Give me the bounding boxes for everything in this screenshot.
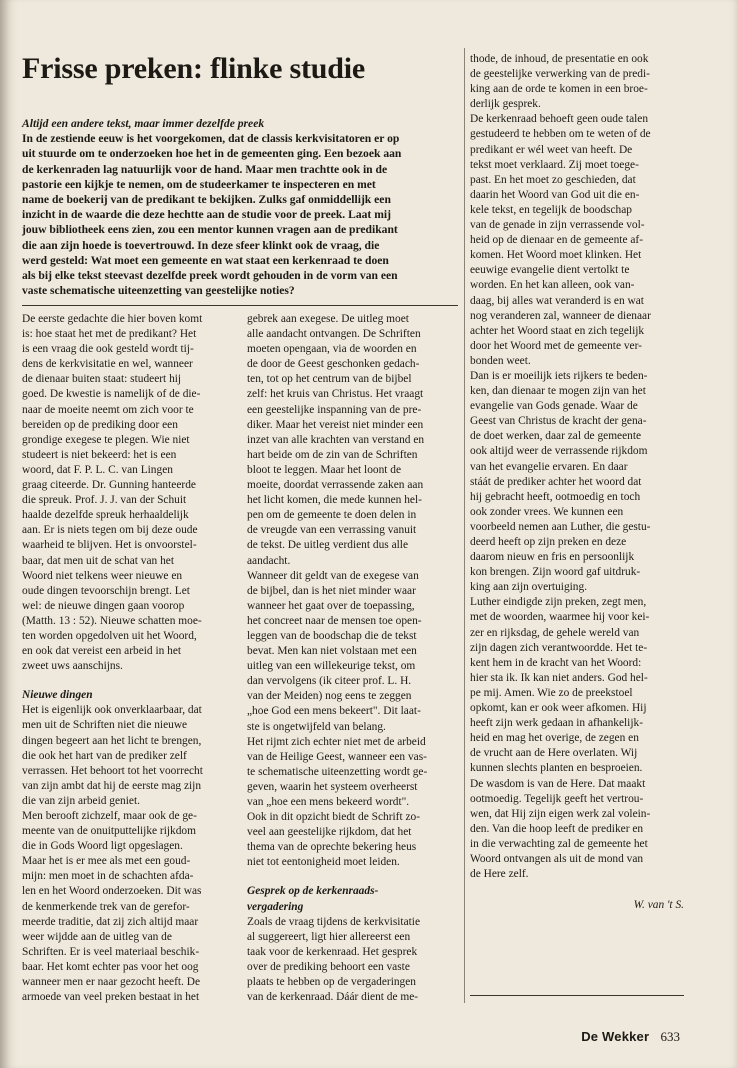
paragraph bbox=[470, 595, 692, 882]
text-line: niet tot eentonigheid moet leiden. bbox=[247, 856, 400, 869]
text-line: zelf: het kruis van Christus. Het vraagt bbox=[247, 388, 424, 401]
text-line: die aan zijn hoede is toevertrouwd. In deze sfeer klinkt ook de vraag, die bbox=[22, 238, 380, 252]
text-line: Woord ontvangen als uit de mond van bbox=[470, 852, 644, 865]
text-line: waarheid te blijven. Het is onvoorstel- bbox=[22, 539, 197, 552]
text-line: inzet van alle krachten van verstand en bbox=[247, 433, 425, 446]
text-line: nog veranderen zal, wanneer de dienaar bbox=[470, 309, 651, 322]
text-line: Zoals de vraag tijdens de kerkvisitatie bbox=[247, 915, 421, 928]
text-line: evangelie van Gods genade. Waar de bbox=[470, 400, 638, 413]
text-line: van der Meiden) nog eens te zeggen bbox=[247, 690, 412, 703]
text-line: van de genade in zijn verrassende vol- bbox=[470, 219, 645, 232]
text-line: de geestelijke verwerking van de predi- bbox=[470, 68, 650, 81]
text-line: een geestelijke inspanning van de pre- bbox=[247, 403, 422, 416]
text-line: gestudeerd te hebben om te weten of de bbox=[470, 128, 651, 141]
text-line: dingen begeert aan het licht te brengen, bbox=[22, 734, 202, 747]
text-line: de dienaar buiten staat: studeert hij bbox=[22, 373, 182, 386]
text-line: zweet uws aanschijns. bbox=[22, 660, 123, 673]
text-line: de door de Geest geschonken gedach- bbox=[247, 358, 420, 371]
text-line: al suggereert, ligt hier allereerst een bbox=[247, 930, 411, 943]
text-line: hij gebracht heeft, ootmoedig en toch bbox=[470, 490, 641, 503]
text-line: studeert is niet bekeerd: het is een bbox=[22, 448, 177, 461]
text-line: Gesprek op de kerkenraads- bbox=[247, 885, 379, 898]
text-line: vergadering bbox=[247, 900, 304, 913]
text-line: Maar het is er mee als met een goud- bbox=[22, 855, 191, 868]
text-line: hart beide om de zin van de Schriften bbox=[247, 448, 418, 461]
text-line: te schematische uiteenzetting wordt ge- bbox=[247, 765, 428, 778]
text-line: vaste schematische uiteenzetting van geestelijke noties? bbox=[22, 284, 295, 298]
article-title: Frisse preken: flinke studie bbox=[22, 52, 366, 85]
text-line: geven, waarin het systeem overheerst bbox=[247, 780, 418, 793]
text-line: moeite, doordat verrassende zaken aan bbox=[247, 479, 424, 492]
text-line: kunnen slechts planten en besproeien. bbox=[470, 762, 643, 775]
text-line: daag, bij alles wat veranderd is en wat bbox=[470, 294, 644, 307]
text-line: daarom nieuw en fris en persoonlijk bbox=[470, 551, 635, 564]
text-line: ten, tot op het centrum van de bijbel bbox=[247, 373, 412, 386]
text-line: uitleg van een willekeurige tekst, om bbox=[247, 660, 416, 673]
column-divider bbox=[464, 48, 465, 1003]
text-line: de kerkenraden lag natuurlijk voor de hand. Maar men trachtte ook in de bbox=[22, 162, 388, 176]
text-line: past. En het moet zo geschieden, dat bbox=[470, 173, 636, 186]
text-line: ten worden opgedolven uit het Woord, bbox=[22, 629, 197, 642]
text-line: Schriften. Er is veel materiaal beschik- bbox=[22, 945, 200, 958]
text-line: werd gesteld: Wat moet een gemeente en wat staat een kerkenraad te doen bbox=[22, 253, 389, 267]
text-line: wel: de nieuwe dingen gaan voorop bbox=[22, 599, 185, 612]
text-line: thema van de oprechte bekering heus bbox=[247, 841, 417, 854]
text-line: armoede van veel preken bestaat in het bbox=[22, 991, 200, 1004]
text-line: grondige exegese te plegen. Wie niet bbox=[22, 433, 190, 446]
text-line: Geest van Christus de kracht der gena- bbox=[470, 415, 647, 428]
text-line: pen om de gemeente te doen delen in bbox=[247, 509, 417, 522]
paragraph bbox=[22, 312, 238, 674]
text-line: aan. Er is niets tegen om bij deze oude bbox=[22, 524, 198, 537]
text-line: van de Heilige Geest, wanneer een vas- bbox=[247, 750, 427, 763]
text-line: Wanneer dit geldt van de exegese van bbox=[247, 569, 419, 582]
text-line: de bijbel, dan is het niet minder waar bbox=[247, 584, 416, 597]
text-line: en ook dat vereist een arbeid in het bbox=[22, 645, 182, 658]
text-line: ste is ongetwijfeld van belang. bbox=[247, 720, 386, 733]
text-line: weer wijdde aan de uitleg van de bbox=[22, 930, 172, 943]
text-line: king aan de orde te komen in een broe- bbox=[470, 83, 648, 96]
text-line: De kerkenraad behoeft geen oude talen bbox=[470, 113, 649, 126]
text-line: Het is eigenlijk ook onverklaarbaar, dat bbox=[22, 704, 202, 717]
text-line: Ook in dit opzicht biedt de Schrift zo- bbox=[247, 811, 421, 824]
text-line: baar. Het komt echter pas voor het oog bbox=[22, 960, 199, 973]
text-line: verrassen. Het behoort tot het voorrecht bbox=[22, 764, 203, 777]
text-line: als bij elke tekst steevast dezelfde preek wordt gehouden in de vorm van een bbox=[22, 269, 398, 283]
text-line: veel aan geestelijke rijkdom, dat het bbox=[247, 826, 412, 839]
text-line: In de zestiende eeuw is het voorgekomen, dat de classis kerkvisitatoren er op bbox=[22, 132, 400, 146]
text-line: alle aandacht ontvangen. De Schriften bbox=[247, 328, 421, 341]
text-line: meerde traditie, dat zij zich altijd maar bbox=[22, 915, 199, 928]
text-line: het licht komen, die mede kunnen hel- bbox=[247, 494, 422, 507]
text-line: de Here zelf. bbox=[470, 868, 529, 881]
text-line: graag citeerde. Dr. Gunning hanteerde bbox=[22, 479, 196, 492]
text-line: mijn: men moet in de schachten afda- bbox=[22, 870, 194, 883]
text-line: (Matth. 13 : 52). Nieuwe schatten moe- bbox=[22, 614, 202, 627]
section-heading-nieuwe-dingen: Nieuwe dingen bbox=[22, 689, 93, 702]
text-line: de vreugde van een verrassing vanuit bbox=[247, 524, 417, 537]
text-line: inzicht in de waarde die deze hechtte aan de studie voor de preek. Laat mij bbox=[22, 208, 391, 222]
text-line: meente van de onuitputtelijke rijkdom bbox=[22, 825, 196, 838]
text-line: die ook het hart van de prediker zelf bbox=[22, 749, 187, 762]
text-line: de tekst. De uitleg verdient dus alle bbox=[247, 539, 409, 552]
text-line: bonden weet. bbox=[470, 354, 531, 367]
text-line: kent hem in de kracht van het Woord: bbox=[470, 656, 642, 669]
text-line: derlijk gesprek. bbox=[470, 98, 541, 111]
paragraph bbox=[22, 809, 238, 1005]
text-line: heid en mag het overige, de zegen en bbox=[470, 732, 639, 745]
page-footer bbox=[581, 1029, 680, 1045]
text-line: stáát de prediker achter het woord dat bbox=[470, 475, 642, 488]
text-line: door het Woord met de gemeente ver- bbox=[470, 339, 642, 352]
paragraph bbox=[247, 569, 459, 735]
text-line: de doet werken, daar zal de gemeente bbox=[470, 430, 642, 443]
text-line: Woord niet telkens weer nieuwe en bbox=[22, 569, 183, 582]
column-3 bbox=[470, 52, 692, 913]
text-line: dan vervolgens (ik citeer prof. L. H. bbox=[247, 675, 412, 688]
column-2 bbox=[247, 312, 459, 1005]
text-line: diker. Maar het vereist niet minder een bbox=[247, 418, 424, 431]
article-subtitle: Altijd een andere tekst, maar immer dezelfde preek bbox=[22, 117, 265, 130]
text-line: goed. De kwestie is namelijk of de die- bbox=[22, 388, 201, 401]
text-line: voorbeeld nemen aan Luther, die gestu- bbox=[470, 520, 651, 533]
text-line: van de kerkenraad. Dáár dient de me- bbox=[247, 991, 419, 1004]
text-line: de vrucht aan de Here overlaten. Wij bbox=[470, 747, 638, 760]
text-line: komen. Het Woord moet klinken. Het bbox=[470, 249, 642, 262]
text-line: ook altijd weer de verrassende rijkdom bbox=[470, 445, 648, 458]
intro-divider bbox=[22, 305, 458, 306]
text-line: is een vraag die ook gesteld wordt tij- bbox=[22, 343, 194, 356]
text-line: heeft zijn werk gedaan in afhankelijk- bbox=[470, 717, 643, 730]
text-line: over de prediking behoort een vaste bbox=[247, 960, 410, 973]
section-heading-gesprek bbox=[247, 884, 459, 914]
page-number: 633 bbox=[660, 1029, 680, 1044]
text-line: oude dingen tevoorschijn brengt. Let bbox=[22, 584, 190, 597]
text-line: pe mij. Amen. Wie zo de preekstoel bbox=[470, 686, 633, 699]
paragraph bbox=[470, 112, 692, 369]
text-line: van het evangelie ervaren. En daar bbox=[470, 460, 628, 473]
text-line: len en het Woord onderzoeken. Dit was bbox=[22, 885, 202, 898]
text-line: bevat. Men kan niet volstaan met een bbox=[247, 645, 417, 658]
text-line: plaats te hebben op de vergaderingen bbox=[247, 976, 417, 989]
text-line: ken, dan dienaar te mogen zijn van het bbox=[470, 385, 646, 398]
text-line: zer en rijksdag, de gehele wereld van bbox=[470, 626, 640, 639]
text-line: moeten opengaan, via de woorden en bbox=[247, 343, 417, 356]
text-line: zijn dagen zich verantwoordde. Het te- bbox=[470, 641, 648, 654]
text-line: die van zijn arbeid geniet. bbox=[22, 794, 140, 807]
text-line: Luther eindigde zijn preken, zegt men, bbox=[470, 596, 647, 609]
column-1 bbox=[22, 312, 238, 1005]
paragraph bbox=[22, 703, 238, 809]
text-line: aandacht. bbox=[247, 554, 291, 567]
text-line: wen, dat Hij zijn eigen werk zal volein- bbox=[470, 807, 651, 820]
author-signature: W. van 't S. bbox=[633, 899, 684, 912]
text-line: leggen van de boodschap die de tekst bbox=[247, 629, 417, 642]
text-line: baar, dat men uit de schat van het bbox=[22, 554, 174, 567]
text-line: De eerste gedachte die hier boven komt bbox=[22, 313, 203, 325]
paragraph bbox=[247, 735, 459, 871]
text-line: in die verwachting zal de gemeente het bbox=[470, 837, 648, 850]
text-line: is: hoe staat het met de predikant? Het bbox=[22, 328, 197, 341]
text-line: bloot te leggen. Maar het loont de bbox=[247, 463, 402, 476]
text-line: achter het Woord staat en zich tegelijk bbox=[470, 324, 645, 337]
text-line: „hoe God een mens bekeert". Dit laat- bbox=[247, 705, 421, 718]
text-line: men uit de Schriften niet die nieuwe bbox=[22, 719, 188, 732]
text-line: van „hoe een mens bekeerd wordt". bbox=[247, 796, 410, 808]
text-line: eeuwige evangelie dient vertolkt te bbox=[470, 264, 630, 277]
text-line: de kenmerkende trek van de gerefor- bbox=[22, 900, 190, 913]
text-line: daarin het Woord van God uit die en- bbox=[470, 188, 640, 201]
text-line: deerd heeft op zijn preken en deze bbox=[470, 536, 627, 548]
text-line: naar de moeite neemt om zich voor te bbox=[22, 403, 194, 416]
text-line: hier sta ik. Ik kan niet anders. God hel- bbox=[470, 671, 648, 684]
text-line: van zijn ambt dat hij de eerste mag zijn bbox=[22, 779, 202, 792]
intro-paragraph bbox=[22, 131, 452, 298]
text-line: Men berooft zichzelf, maar ook de ge- bbox=[22, 810, 197, 822]
text-line: woord, dat F. P. L. C. van Lingen bbox=[22, 463, 173, 476]
text-line: heid op de dienaar en de gemeente af- bbox=[470, 234, 643, 247]
text-line: kon brengen. Zijn woord gaf uitdruk- bbox=[470, 566, 641, 579]
text-line: pastorie een kijkje te nemen, om de studeerkamer te inspecteren en met bbox=[22, 177, 376, 191]
text-line: jouw bibliotheek eens zien, zou een mentor kunnen vragen aan de predikant bbox=[22, 223, 398, 237]
text-line: worden. En het kan alleen, ook van- bbox=[470, 279, 635, 292]
text-line: Dan is er moeilijk iets rijkers te beden- bbox=[470, 369, 648, 382]
text-line: De wasdom is van de Here. Dat maakt bbox=[470, 777, 646, 790]
text-line: name de boekerij van de predikant te bekijken. Zulks gaf onmiddellijk een bbox=[22, 193, 391, 207]
magazine-name: De Wekker bbox=[581, 1029, 650, 1044]
text-line: bereiden op de prediking door een bbox=[22, 418, 178, 431]
text-line: taak voor de kerkenraad. Het gesprek bbox=[247, 945, 418, 958]
paragraph bbox=[247, 312, 459, 569]
text-line: dens de kerkvisitatie en wel, wanneer bbox=[22, 358, 193, 371]
text-line: die spreuk. Prof. J. J. van der Schuit bbox=[22, 494, 187, 507]
paragraph bbox=[470, 52, 692, 112]
text-line: met de woorden, waarmee hij voor kei- bbox=[470, 611, 650, 624]
text-line: wanneer men er naar gezocht heeft. De bbox=[22, 976, 201, 989]
text-line: den. Van die hoop leeft de prediker en bbox=[470, 822, 644, 835]
text-line: predikant er wél weet van heeft. De bbox=[470, 143, 633, 156]
text-line: thode, de inhoud, de presentatie en ook bbox=[470, 53, 649, 65]
text-line: die in Gods Woord ligt opgeslagen. bbox=[22, 840, 183, 853]
text-line: ootmoedig. Tegelijk geeft het vertrou- bbox=[470, 792, 644, 805]
paragraph bbox=[470, 369, 692, 595]
text-line: opkomt, kan er ook weer afkomen. Hij bbox=[470, 702, 647, 715]
text-line: haalde dezelfde spreuk herhaaldelijk bbox=[22, 509, 189, 522]
text-line: ook zonder vrees. We kunnen een bbox=[470, 505, 624, 518]
text-line: gebrek aan exegese. De uitleg moet bbox=[247, 313, 409, 325]
text-line: kele tekst, en tegelijk de boodschap bbox=[470, 203, 632, 216]
article-intro bbox=[22, 116, 452, 298]
end-rule bbox=[470, 995, 684, 996]
text-line: king aan zijn overtuiging. bbox=[470, 581, 588, 594]
text-line: Het rijmt zich echter niet met de arbeid bbox=[247, 735, 426, 748]
text-line: wanneer het gaat over de toepassing, bbox=[247, 599, 415, 612]
text-line: tekst moet verklaard. Zij moet toege- bbox=[470, 158, 639, 171]
text-line: het concreet naar de mensen toe open- bbox=[247, 614, 422, 627]
paragraph bbox=[247, 915, 459, 1006]
text-line: uit stuurde om te onderzoeken hoe het in de gemeenten ging. Een bezoek aan bbox=[22, 147, 402, 161]
